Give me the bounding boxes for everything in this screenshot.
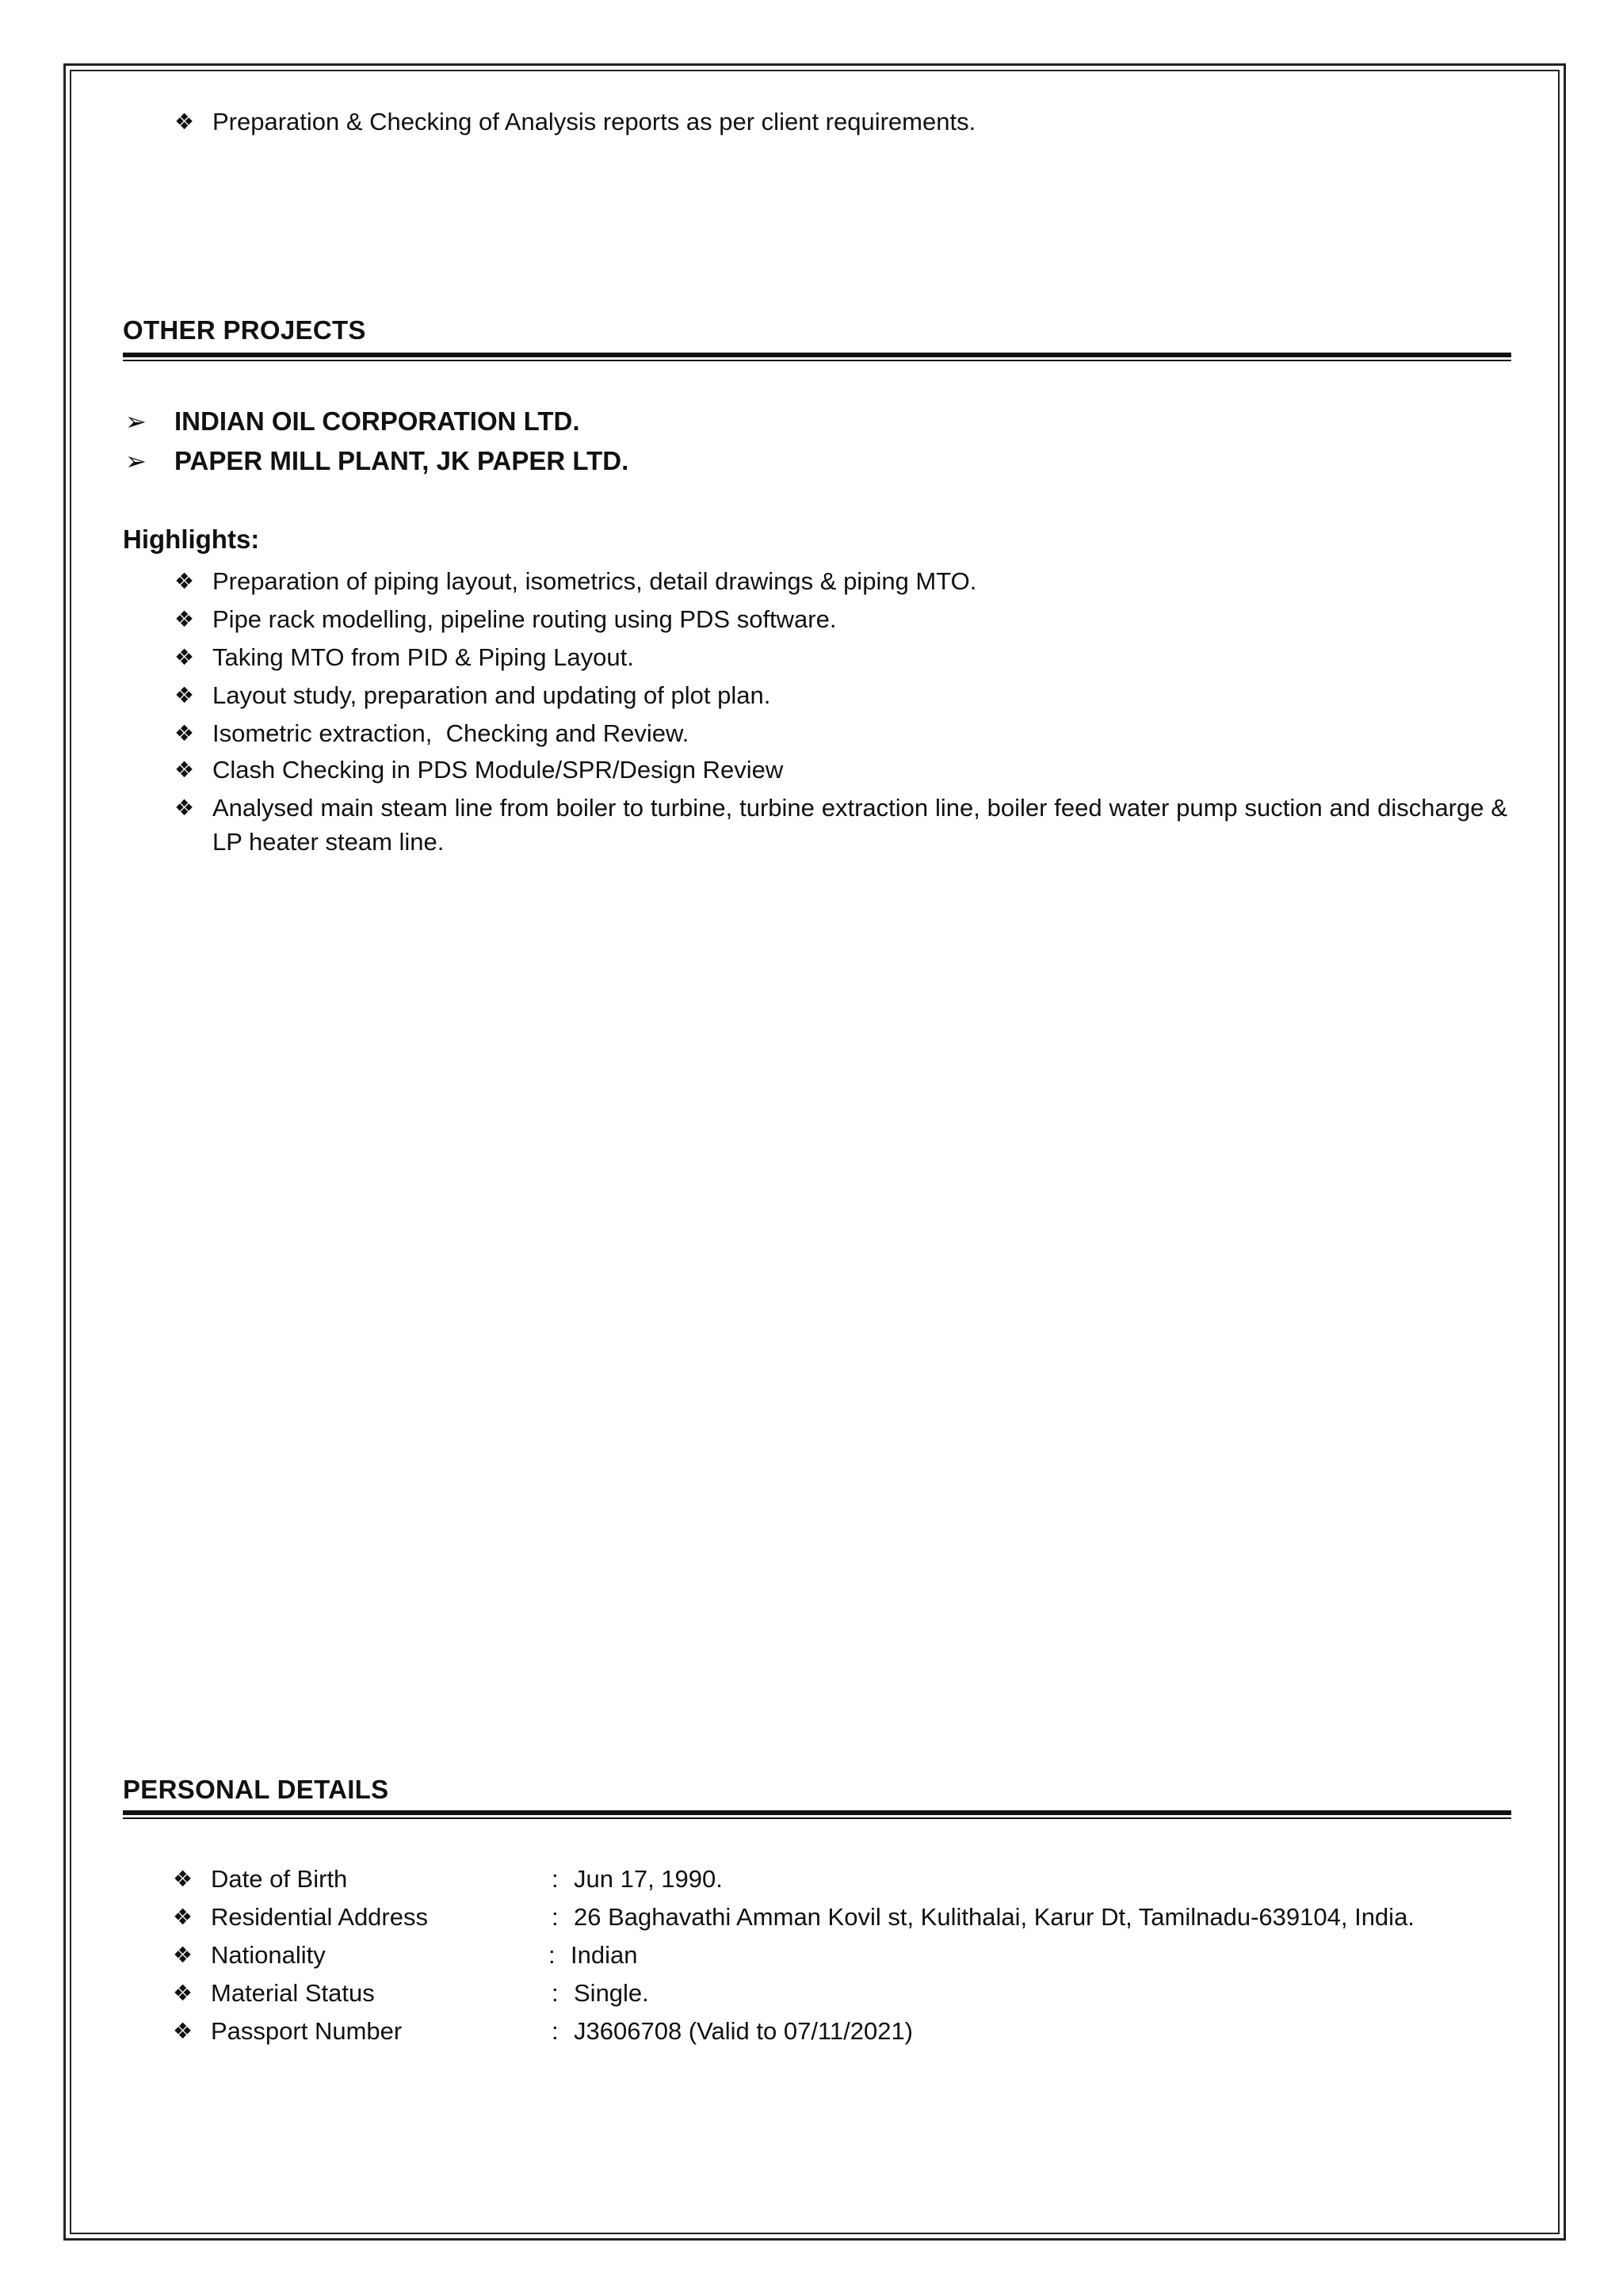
- diamond-bullet-icon: ❖: [173, 1867, 193, 1891]
- detail-colon: :: [552, 1979, 559, 2007]
- detail-colon: :: [552, 1903, 559, 1931]
- diamond-bullet-icon: ❖: [174, 109, 195, 134]
- personal-detail-row: [173, 1900, 1415, 1934]
- highlights-title: Highlights:: [123, 524, 260, 554]
- arrow-bullet-icon: ➢: [125, 407, 147, 436]
- diamond-bullet-icon: ❖: [174, 721, 195, 746]
- diamond-bullet-icon: ❖: [174, 645, 195, 669]
- personal-detail-row: [173, 2014, 913, 2048]
- detail-value: J3606708 (Valid to 07/11/2021): [574, 2017, 914, 2045]
- list-item: [174, 564, 976, 598]
- detail-label: Passport Number: [211, 2017, 403, 2045]
- personal-detail-row: [173, 1862, 723, 1896]
- list-item: [174, 716, 689, 750]
- detail-value: Single.: [574, 1979, 649, 2007]
- personal-detail-row: [173, 1938, 637, 1972]
- diamond-bullet-icon: ❖: [174, 683, 195, 707]
- detail-label: Residential Address: [211, 1903, 428, 1931]
- detail-value: Jun 17, 1990.: [574, 1865, 723, 1893]
- highlight-text: Preparation of piping layout, isometrics, detail drawings & piping MTO.: [212, 567, 977, 595]
- list-item: [174, 640, 634, 674]
- project-item: [125, 442, 628, 480]
- detail-colon: :: [552, 2017, 559, 2045]
- diamond-bullet-icon: ❖: [174, 757, 195, 782]
- detail-label: Material Status: [211, 1979, 375, 2007]
- detail-colon: :: [548, 1941, 556, 1969]
- list-item: [174, 602, 836, 636]
- diamond-bullet-icon: ❖: [174, 607, 195, 631]
- highlight-text: Clash Checking in PDS Module/SPR/Design Review: [212, 756, 784, 784]
- detail-value: 26 Baghavathi Amman Kovil st, Kulithalai, Karur Dt, Tamilnadu-639104, India.: [574, 1903, 1415, 1931]
- diamond-bullet-icon: ❖: [173, 2019, 193, 2043]
- arrow-bullet-icon: ➢: [125, 447, 147, 475]
- project-name: INDIAN OIL CORPORATION LTD.: [174, 406, 580, 436]
- detail-label: Date of Birth: [211, 1865, 348, 1893]
- section-rule: [123, 353, 1511, 361]
- project-item: [125, 402, 579, 441]
- detail-colon: :: [552, 1865, 559, 1893]
- detail-value: Indian: [571, 1941, 638, 1969]
- highlight-text: Layout study, preparation and updating of plot plan.: [212, 681, 771, 709]
- project-name: PAPER MILL PLANT, JK PAPER LTD.: [174, 446, 629, 475]
- detail-label: Nationality: [211, 1941, 326, 1969]
- highlight-text: Taking MTO from PID & Piping Layout.: [212, 643, 634, 671]
- section-heading-other-projects: OTHER PROJECTS: [123, 315, 366, 345]
- section-heading-personal-details: PERSONAL DETAILS: [123, 1775, 389, 1804]
- section-rule: [123, 1810, 1511, 1819]
- bullet-text: Preparation & Checking of Analysis reports as per client requirements.: [212, 108, 976, 135]
- diamond-bullet-icon: ❖: [174, 569, 195, 593]
- list-item: [174, 105, 976, 139]
- highlight-text: Analysed main steam line from boiler to turbine, turbine extraction line, boiler feed water pump suction and discharge & LP heater steam line.: [212, 794, 1507, 856]
- list-item: [174, 753, 783, 787]
- list-item: [174, 791, 1507, 859]
- highlight-text: Isometric extraction, Checking and Review.: [212, 719, 689, 747]
- diamond-bullet-icon: ❖: [173, 1981, 193, 2005]
- personal-detail-row: [173, 1976, 649, 2010]
- highlight-text: Pipe rack modelling, pipeline routing using PDS software.: [212, 605, 837, 633]
- diamond-bullet-icon: ❖: [173, 1905, 193, 1929]
- list-item: [174, 678, 770, 712]
- diamond-bullet-icon: ❖: [174, 795, 195, 820]
- diamond-bullet-icon: ❖: [173, 1943, 193, 1967]
